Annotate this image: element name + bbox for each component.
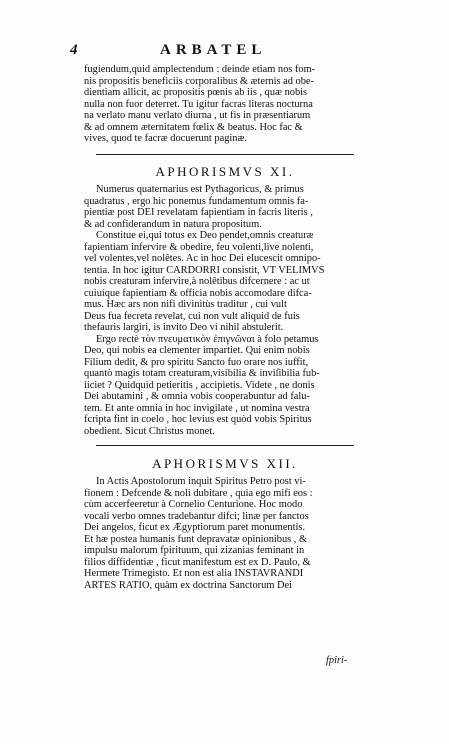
page-number: 4 bbox=[70, 42, 78, 58]
text-block-2 bbox=[84, 184, 366, 437]
page-header bbox=[70, 42, 370, 62]
text-line: impulsu malorum fpirituum, qui zizanias feminant in bbox=[84, 545, 305, 556]
text-line: nis propositis beneficiis corporalibus & æternis ad obe- bbox=[84, 75, 314, 87]
text-line: quadratus , ergo hic ponemus fundamentum omnis fa- bbox=[84, 195, 309, 207]
text-line: Numerus quaternarius est Pythagoricus, & primus bbox=[96, 184, 304, 195]
text-block-1 bbox=[84, 64, 366, 145]
text-line: dientiam allicit, ac propositis pœnis ab iis , quæ nobis bbox=[84, 87, 308, 98]
text-line: Constitue ei,qui totus ex Deo pendet,omnis creaturæ bbox=[96, 230, 314, 241]
section-rule bbox=[96, 154, 354, 155]
text-line: Deo, qui nobis ea clementer impartiet. Qui enim nobis bbox=[84, 345, 310, 356]
text-line: vocali verbo omnes tradebantur difci; linæ per fanctos bbox=[84, 510, 309, 522]
text-line: fugiendum,quid amplectendum : deinde etiam nos fom- bbox=[84, 64, 316, 75]
text-line: fapientiam infervire & obedire, feu volenti,live nolenti, bbox=[84, 241, 314, 253]
text-line: Ergo rectè τὸν πνευματικὸν ἐπιγνῶναι à folo petamus bbox=[96, 333, 319, 345]
text-line: ARTES RATIO, quàm ex doctrina Sanctorum Dei bbox=[84, 579, 293, 591]
text-line: nulla non fuor deterret. Tu igitur facras literas nocturna bbox=[84, 98, 313, 110]
text-line: quantò magis totam creaturam,visibilia & inviſibilia fub- bbox=[84, 368, 320, 379]
text-line: vel volentes,vel nolêtes. Ac in hoc Dei elucescit omnipo- bbox=[84, 253, 321, 264]
running-title: ARBATEL bbox=[160, 42, 267, 58]
text-line: na verlato manu verlato diurna , ut fis in præsentiarum bbox=[84, 110, 311, 121]
text-line: fionem : Defcende & noli dubitare , quia ego mifi eos : bbox=[84, 487, 313, 499]
text-block-3 bbox=[84, 476, 366, 591]
text-line: filios diffidentiæ , ficut manifestum est ex D. Paulo, & bbox=[84, 556, 311, 568]
text-line: & ad confiderandum in natura propositum. bbox=[84, 218, 262, 230]
text-line: obedient. Sicut Christus monet. bbox=[84, 425, 215, 437]
text-line: In Actis Apostolorum inquit Spiritus Petro post vi- bbox=[96, 476, 306, 487]
text-line: Deus fua fecreta revelat, cui non vult aliquid de fuis bbox=[84, 310, 300, 322]
text-line: iiciet ? Quidquid petieritis , accipietis. Videte , ne donis bbox=[84, 379, 315, 391]
aphorism-title-xi: APHORISMVS XI. bbox=[155, 164, 295, 179]
text-line: Dei angelos, ficut ex Ægyptiorum paret monumentis. bbox=[84, 522, 306, 533]
aphorism-title-xii: APHORISMVS XII. bbox=[152, 456, 298, 471]
text-line: thefauris largiri, is invito Deo vi nihil abstulerit. bbox=[84, 322, 284, 333]
catchword: fpiri- bbox=[326, 655, 348, 666]
text-line: Hermete Trimegisto. Et non est alia INSTAVRANDI bbox=[84, 568, 304, 579]
text-line: vives, quod te facræ docuerunt paginæ. bbox=[84, 133, 248, 144]
text-line: Filium dedit, & pro spiritu Sancto fuo orare nos iuffit, bbox=[84, 356, 309, 368]
text-line: pientiæ post DEI revelatam fapientiam in facris literis , bbox=[84, 207, 313, 218]
text-line: cùm accerfeeretur à Cornelio Centurione. Hoc modo bbox=[84, 499, 303, 510]
text-line: & ad omnem æternitatem fœlix & beatus. Hoc fac & bbox=[84, 121, 303, 133]
section-rule bbox=[96, 445, 354, 446]
text-line: fcripta fint in coelo , hoc levius est quòd vobis Spiritus bbox=[84, 414, 312, 425]
text-line: tem. Et ante omnia in hoc invigilate , ut nomina vestra bbox=[84, 402, 310, 414]
text-line: Et hæ postea humanis funt depravatæ opinionibus , & bbox=[84, 533, 308, 545]
text-line: mus. Hæc ars non nifi divinitùs traditur , cui vult bbox=[84, 299, 287, 310]
text-line: cuiuíque fapientiam & officia nobis accomodare difca- bbox=[84, 287, 312, 299]
text-line: nobis creaturam infervire,à nolêtibus difcernere : ac ut bbox=[84, 276, 310, 287]
text-line: tentia. In hoc igitur CARDORRI consistit, VT VELIMVS bbox=[84, 264, 325, 276]
text-line: Dei abutamini , & omnia vobis cooperabuntur ad falu- bbox=[84, 391, 310, 402]
